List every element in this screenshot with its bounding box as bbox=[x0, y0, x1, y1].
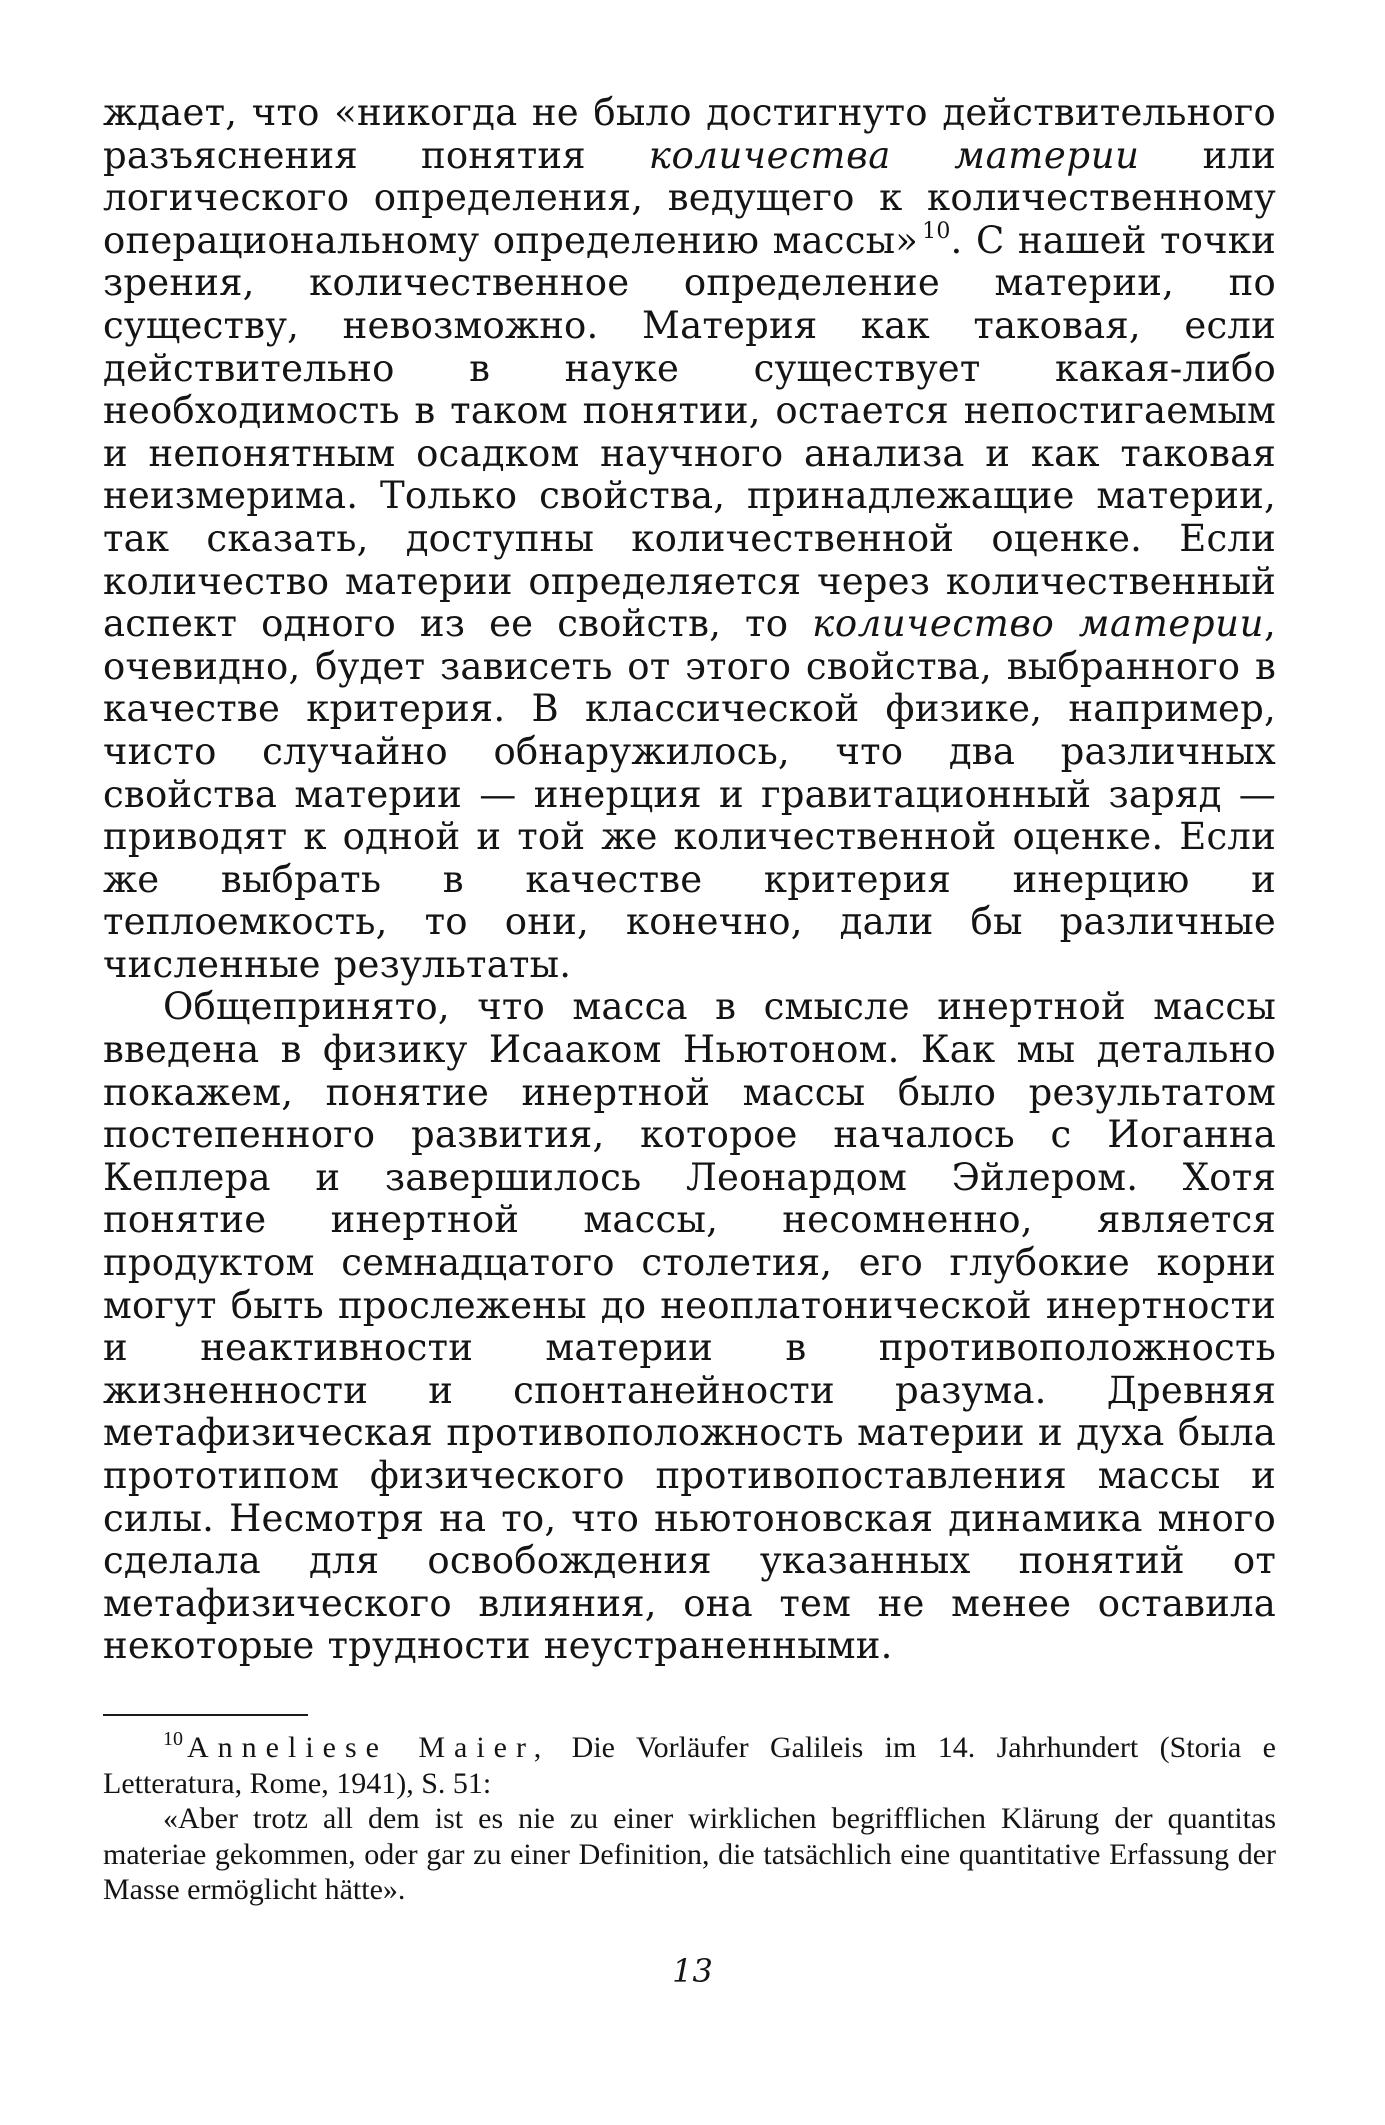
paragraph-1-text-b: или логического определения, ведущего к количественному операциональному определению массы» bbox=[103, 133, 1277, 262]
page-number: 13 bbox=[672, 1952, 713, 1990]
main-text bbox=[103, 92, 1276, 1668]
footnote-number: 10 bbox=[163, 1728, 183, 1750]
paragraph-1 bbox=[103, 92, 1276, 986]
italic-term-quantity-of-matter-2: количество материи bbox=[812, 602, 1265, 646]
paragraph-1-text-c: . С нашей точки зрения, количественное определение материи, по существу, невозможно. Материя как таковая, если действительно в науке существует какая-либо необходимость в таком понятии, остается непостигаемым и непонятным осадком научного анализа и как таковая неизмерима. Только свойства, принадлежащие материи, так сказать, доступны количественной оценке. Если количество материи определяется через количественный аспект одного из ее свойств, то bbox=[103, 218, 1276, 646]
footnote-quote: «Aber trotz all dem ist es nie zu einer wirklichen begrifflichen Klärung der quantitas materiae gekommen, oder gar zu einer Definition, die tatsächlich eine quantitative Erfassung der Masse ermöglicht hätte». bbox=[103, 1802, 1276, 1906]
footnote-divider bbox=[103, 1714, 308, 1716]
italic-term-quantity-of-matter: количества материи bbox=[648, 133, 1140, 177]
footnote-reference[interactable]: 10 bbox=[922, 218, 951, 244]
footnote-author: Anneliese Maier, bbox=[187, 1731, 551, 1764]
footnote-citation: Die Vorläufer Galileis im 14. Jahrhundert (Storia e Letteratura, Rome, 1941), S. 51: bbox=[103, 1731, 1276, 1800]
paragraph-1-text-a: ждает, что «никогда не было достигнуто действительного разъяснения понятия bbox=[103, 91, 1276, 177]
paragraph-1-text-d: , очевидно, будет зависеть от этого свойства, выбранного в качестве критерия. В классической физике, например, чисто случайно обнаружилось, что два различных свойства материи — инерция и гравитационный заряд — приводят к одной и той же количественной оценке. Если же выбрать в качестве критерия инерцию и теплоемкость, то они, конечно, дали бы различные численные результаты. bbox=[103, 602, 1276, 986]
footnote-block bbox=[103, 1730, 1276, 1908]
footnote-10 bbox=[103, 1730, 1276, 1801]
paragraph-2: Общепринято, что масса в смысле инертной массы введена в физику Исааком Ньютоном. Как мы детально покажем, понятие инертной массы было результатом постепенного развития, которое началось с Иоганна Кеплера и завершилось Леонардом Эйлером. Хотя понятие инертной массы, несомненно, является продуктом семнадцатого столетия, его глубокие корни могут быть прослежены до неоплатонической инертности и неактивности материи в противоположность жизненности и спонтанейности разума. Древняя метафизическая противоположность материи и духа была прототипом физического противопоставления массы и силы. Несмотря на то, что ньютоновская динамика много сделала для освобождения указанных понятий от метафизического влияния, она тем не менее оставила некоторые трудности неустраненными. bbox=[103, 985, 1276, 1668]
